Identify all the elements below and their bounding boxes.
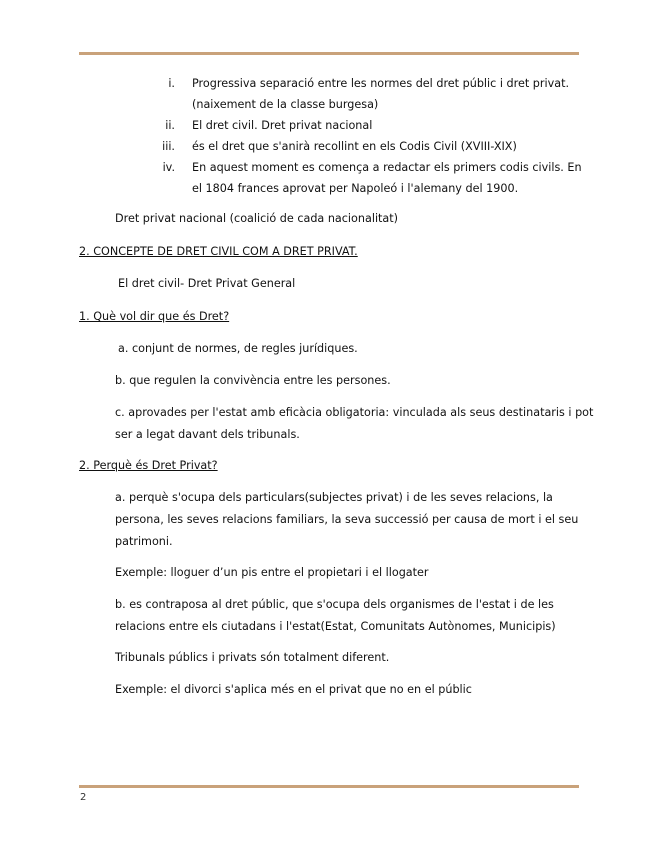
perque-a-line-1: a. perquè s'ocupa dels particulars(subjectes privat) i de les seves relacions, la [115, 491, 553, 504]
heading-concepte-dret-civil: 2. CONCEPTE DE DRET CIVIL COM A DRET PRIVAT. [79, 245, 358, 258]
list-number-iv: iv. [162, 161, 175, 174]
list-item-i-line-2: (naixement de la classe burgesa) [192, 98, 379, 111]
list-item-ii: El dret civil. Dret privat nacional [192, 119, 373, 132]
page-number: 2 [80, 792, 87, 803]
item-b: b. que regulen la convivència entre les persones. [115, 374, 391, 387]
perque-b-line-2: relacions entre els ciutadans i l'estat(Estat, Comunitats Autònomes, Municipis) [115, 620, 556, 633]
item-c-line-1: c. aprovades per l'estat amb eficàcia obligatoria: vinculada als seus destinataris i pot [115, 406, 594, 419]
dret-civil-general: El dret civil- Dret Privat General [118, 277, 296, 290]
list-item-iv-line-1: En aquest moment es comença a redactar els primers codis civils. En [192, 161, 582, 174]
exemple-lloguer: Exemple: lloguer d’un pis entre el propietari i el llogater [115, 566, 429, 579]
list-number-i: i. [168, 77, 175, 90]
header-rule [79, 52, 579, 55]
list-item-iv-line-2: el 1804 frances aprovat per Napoleó i l'alemany del 1900. [192, 182, 519, 195]
list-item-iii: és el dret que s'anirà recollint en els Codis Civil (XVIII-XIX) [192, 140, 517, 153]
tribunals-publics-privats: Tribunals públics i privats són totalment diferent. [115, 651, 390, 664]
list-number-ii: ii. [165, 119, 175, 132]
footer-rule [79, 785, 579, 788]
item-c-line-2: ser a legat davant dels tribunals. [115, 428, 300, 441]
dret-privat-nacional: Dret privat nacional (coalició de cada nacionalitat) [115, 212, 399, 225]
item-a: a. conjunt de normes, de regles jurídiques. [118, 342, 358, 355]
exemple-divorci: Exemple: el divorci s'aplica més en el privat que no en el públic [115, 683, 472, 696]
perque-b-line-1: b. es contraposa al dret públic, que s'ocupa dels organismes de l'estat i de les [115, 598, 554, 611]
perque-a-line-2: persona, les seves relacions familiars, la seva successió per causa de mort i el seu [115, 513, 579, 526]
heading-que-vol-dir: 1. Què vol dir que és Dret? [79, 310, 230, 323]
heading-perque-dret-privat: 2. Perquè és Dret Privat? [79, 459, 218, 472]
perque-a-line-3: patrimoni. [115, 535, 173, 548]
list-item-i-line-1: Progressiva separació entre les normes del dret públic i dret privat. [192, 77, 570, 90]
list-number-iii: iii. [162, 140, 175, 153]
